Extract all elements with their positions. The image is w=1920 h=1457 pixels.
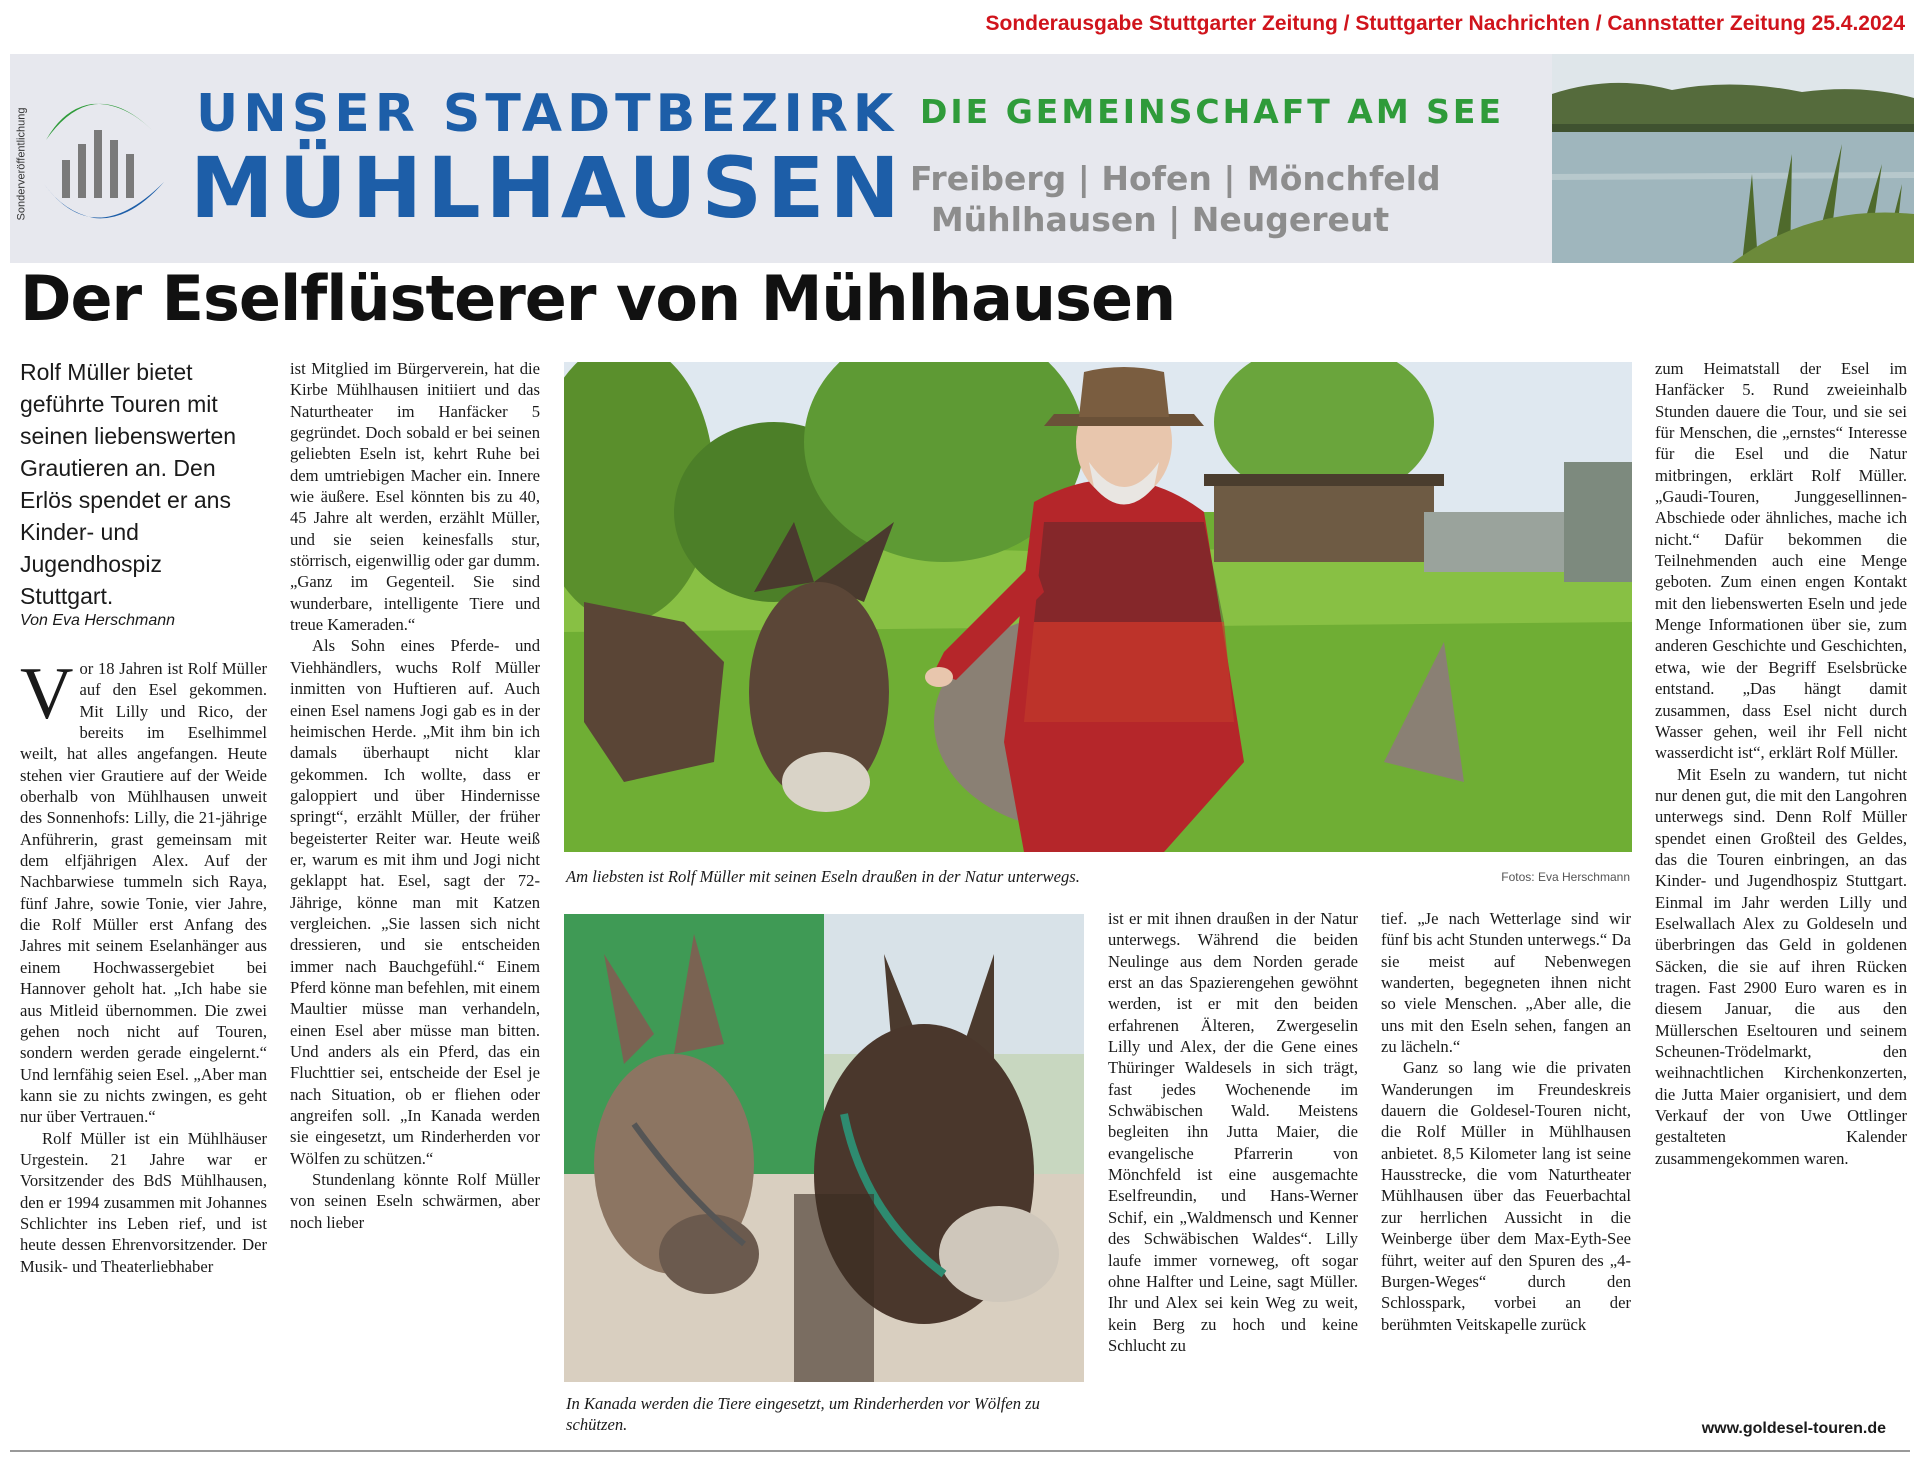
districts-line1: Freiberg | Hofen | Mönchfeld xyxy=(910,159,1441,198)
district-logo-icon xyxy=(34,82,174,232)
article-column-5 xyxy=(1655,358,1907,1169)
photo-caption-1: Am liebsten ist Rolf Müller mit seinen Eseln draußen in der Natur unterwegs. xyxy=(566,867,1080,886)
drop-cap: V xyxy=(20,653,74,735)
paragraph xyxy=(20,653,267,1128)
vertical-note xyxy=(10,94,32,234)
photo-credit: Fotos: Eva Herschmann xyxy=(1501,870,1630,884)
article-column-1 xyxy=(20,653,267,1277)
brand-title-line2: MÜHLHAUSEN xyxy=(190,139,905,237)
photo-caption-2: In Kanada werden die Tiere eingesetzt, um Rinderherden vor Wölfen zu schützen. xyxy=(566,1394,1040,1434)
article-column-4 xyxy=(1381,908,1631,1335)
paragraph-text: or 18 Jahren ist Rolf Müller auf den Esel gekommen. Mit Lilly und Rico, der bereits im Eselhimmel weilt, hat alles angefangen. Heute stehen vier Grautiere auf der Weide oberhalb von Mühlhausen unweit des Sonnenhofs: Lilly, die 21-jährige Anführerin, grast gemeinsam mit dem elfjährigen Alex. Auf der Nachbarwiese tummeln sich Raya, fünf Jahre, sowie Tonie, vier Jahre, die Rolf Müller erst Anfang des Jahres mit seinem Eselanhänger aus einem Hochwassergebiet bei Hannover geholt hat. „Ich habe sie aus Mitleid übernommen. Die zwei gehen noch nicht auf Touren, sondern werden gerade eingelernt.“ Und lernfähig seien Esel. „Aber man kann sie zu nichts zwingen, es geht nur über Vertrauen.“ xyxy=(20,659,267,1127)
article-column-3 xyxy=(1108,908,1358,1356)
vertical-note-text: Sonderveröffentlichung xyxy=(15,107,27,221)
paragraph: ist Mitglied im Bürgerverein, hat die Kirbe Mühlhausen initiiert und das Naturtheater im Hanfäcker 5 gegründet. Doch sobald er bei seinen geliebten Eseln ist, kehrt Ruhe bei dem umtriebigen Macher ein. Innere wie äußere. Esel könnten bis zu 40, 45 Jahre alt werden, erzählt Müller, und sie seien keinesfalls stur, störrisch, eigenwillig oder gar dumm. „Ganz im Gegenteil. Sie sind wunderbare, intelligente Tiere und treue Kameraden.“ xyxy=(290,359,540,635)
districts-line2: Mühlhausen | Neugereut xyxy=(930,200,1390,239)
article-column-2 xyxy=(290,358,540,1233)
paragraph: tief. „Je nach Wetterlage sind wir fünf bis acht Stunden unterwegs.“ Da sie meist auf Nebenwegen wanderten, begegneten ihnen nicht so viele Menschen. „Aber alle, die uns mit den Eseln sehen, fangen an zu lächeln.“ xyxy=(1381,909,1631,1057)
paragraph: zum Heimatstall der Esel im Hanfäcker 5. Rund zweieinhalb Stunden dauere die Tour, und sie sei für Menschen, die „ernstes“ Interesse für die Esel und die Natur mitbringen, erklärt Rolf Müller. „Gaudi-Touren, Junggesellinnen-Abschiede oder ähnliches, mache ich nicht.“ Dafür bekommen die Teilnehmenden auch eine Menge geboten. Zum einen engen Kontakt mit den liebenswerten Eseln und jede Menge Informationen über sie, zum anderen Geschichte und Geschichten, etwa, wie der Begriff Eselsbrücke entstand. „Das hängt damit zusammen, dass Esel nicht durch Wasser gehen, weil ihr Fell nicht wasserdicht ist“, erklärt Rolf Müller. xyxy=(1655,359,1907,763)
website-link[interactable]: www.goldesel-touren.de xyxy=(1701,1420,1886,1437)
paragraph: Stundenlang könnte Rolf Müller von seinen Eseln schwärmen, aber noch lieber xyxy=(290,1170,540,1232)
paragraph: Rolf Müller ist ein Mühlhäuser Urgestein. 21 Jahre war er Vorsitzender des BdS Mühlhausen, den er 1994 zusammen mit Johannes Schlichter ins Leben rief, und ist heute dessen Ehrenvorsitzender. Der Musik- und Theaterliebhaber xyxy=(20,1128,267,1276)
paragraph: Als Sohn eines Pferde- und Viehhändlers, wuchs Rolf Müller inmitten von Huftieren auf. Auch einen Esel namens Jogi gab es in der heimischen Herde. „Mit ihm bin ich damals überhaupt nicht klar gekommen. Ich wollte, dass er galoppiert und über Hindernisse springt“, erzählt Müller, der früher begeisterter Reiter war. Heute weiß er, warum es mit ihm und Jogi nicht geklappt hat. Esel, sagt der 72-Jährige, könne man mit Katzen vergleichen. „Sie lassen sich nicht dressieren, und sie entscheiden immer nach Bauchgefühl.“ Einem Pferd könne man befehlen, mit einem Maultier müsse man verhandeln, einen Esel aber müsse man bitten. Und anders als ein Pferd, das ein Fluchttier sei, entscheide der Esel je nach Situation, ob er fliehen oder angreifen soll. „In Kanada werden sie eingesetzt, um Rinderherden vor Wölfen zu schützen.“ xyxy=(290,636,540,1168)
bottom-rule xyxy=(10,1450,1910,1452)
article-headline: Der Eselflüsterer von Mühlhausen xyxy=(20,262,1176,335)
edition-line: Sonderausgabe Stuttgarter Zeitung / Stuttgarter Nachrichten / Cannstatter Zeitung 25.4.2024 xyxy=(985,12,1905,35)
districts-list xyxy=(910,158,1441,240)
brand-tagline: DIE GEMEINSCHAFT AM SEE xyxy=(920,92,1505,131)
lake-photo xyxy=(1552,54,1914,263)
paragraph: Mit Eseln zu wandern, tut nicht nur denen gut, die mit den Langohren unterwegs sind. Denn Rolf Müller spendet einen Großteil des Geldes, das die Touren einbringen, an das Kinder- und Jugendhospiz Stuttgart. Einmal im Jahr werden Lilly und Eselwallach Alex zu Goldeseln und überbringen das Geld in goldenen Säcken, die sie auf ihren Rücken tragen. Fast 2900 Euro waren es in diesem Januar, die aus den Müllerschen Eseltouren und seinem Scheunen-Trödelmarkt, den weihnachtlichen Kirchenkonzerten, die Jutta Maier organisiert, und dem Verkauf der von Uwe Ottlinger gestalteten Kalender zusammengekommen waren. xyxy=(1655,764,1907,1168)
article-byline: Von Eva Herschmann xyxy=(20,612,176,629)
paragraph: ist er mit ihnen draußen in der Natur unterwegs. Während die beiden Neulinge aus dem Norden gerade erst an das Spazierengehen gewöhnt werden, ist er mit den beiden erfahrenen Älteren, Zwergeselin Lilly und Alex, der die Gene eines Thüringer Waldesels in sich trägt, fast jedes Wochenende im Schwäbischen Wald. Meistens begleiten ihn Jutta Maier, die evangelische Pfarrerin von Mönchfeld ist eine ausgemachte Eselfreundin, und Hans-Werner Schif, ein „Waldmensch und Kenner des Schwäbischen Waldes“. Lilly laufe immer vorneweg, oft sogar ohne Halfter und Leine, sagt Müller. Ihr und Alex sei kein Weg zu weit, kein Berg zu hoch und keine Schlucht zu xyxy=(1108,909,1358,1355)
brand-title-line1: UNSER STADTBEZIRK xyxy=(196,84,899,144)
photo-two-donkeys xyxy=(564,914,1084,1382)
photo-man-with-donkeys xyxy=(564,362,1632,852)
article-lead: Rolf Müller bietet geführte Touren mit seinen liebenswerten Grautieren an. Den Erlös spendet er ans Kinder- und Jugendhospiz Stuttgart. xyxy=(20,359,237,609)
masthead xyxy=(10,54,1914,263)
paragraph: Ganz so lang wie die privaten Wanderungen im Freundeskreis dauern die Goldesel-Touren nicht, die Rolf Müller in Mühlhausen anbietet. 8,5 Kilometer lang ist seine Hausstrecke, die vom Naturtheater Mühlhausen über das Feuerbachtal zur herrlichen Aussicht in die Weinberge über dem Max-Eyth-See führt, weiter auf den Spuren des „4-Burgen-Weges“ durch den Schlosspark, vorbei an der berühmten Veitskapelle zurück xyxy=(1381,1058,1631,1334)
